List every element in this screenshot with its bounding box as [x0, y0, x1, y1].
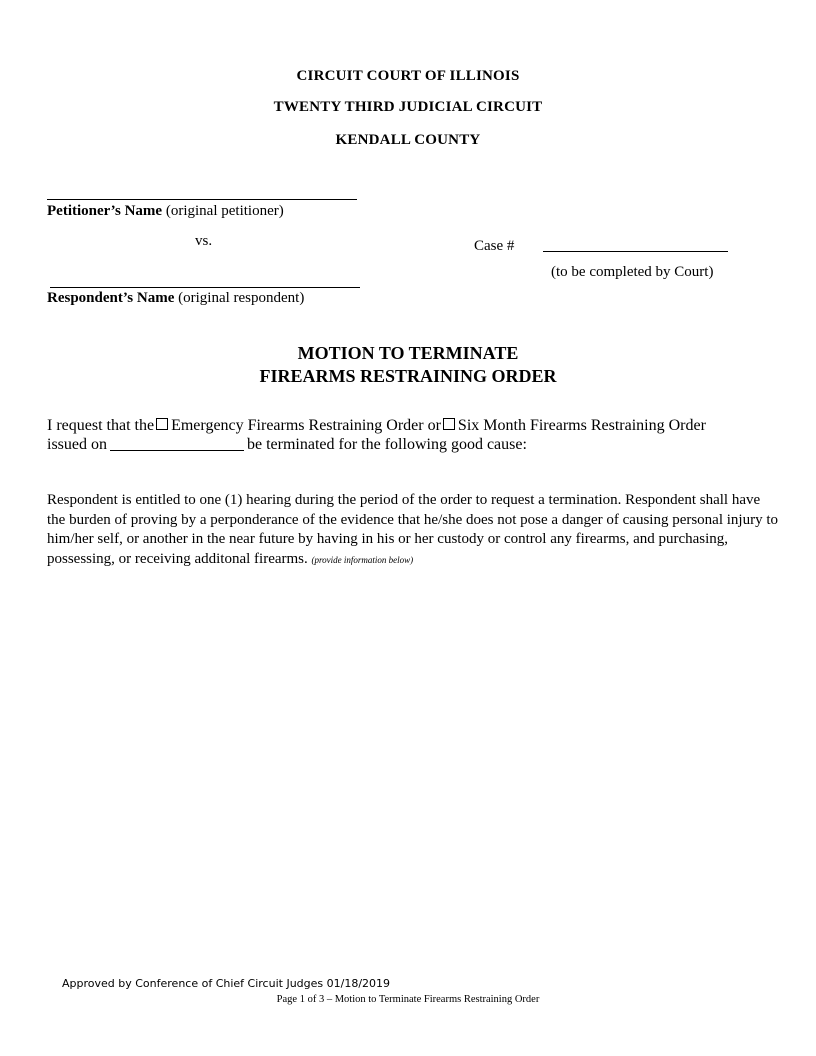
county-name: KENDALL COUNTY	[335, 132, 481, 148]
petitioner-label: Petitioner’s Name (original petitioner)	[47, 203, 284, 219]
emergency-order-checkbox[interactable]	[156, 418, 168, 430]
court-name: CIRCUIT COURT OF ILLINOIS	[296, 68, 520, 84]
case-number-label: Case #	[474, 238, 515, 254]
motion-title-line2: FIREARMS RESTRAINING ORDER	[259, 366, 557, 386]
six-month-order-checkbox[interactable]	[443, 418, 455, 430]
case-number-field[interactable]	[543, 251, 728, 252]
respondent-label: Respondent’s Name (original respondent)	[47, 290, 305, 306]
petitioner-name-field[interactable]	[47, 199, 357, 200]
page-number: Page 1 of 3 – Motion to Terminate Firearms Restraining Order	[276, 994, 540, 1005]
respondent-name-field[interactable]	[50, 287, 360, 288]
versus-text: vs.	[195, 233, 213, 249]
termination-request: I request that the Emergency Firearms Restraining Order or Six Month Firearms Restraining Order issued on be terminated for the following good cause:	[47, 417, 706, 453]
motion-title-line1: MOTION TO TERMINATE	[297, 343, 519, 363]
provide-info-note: (provide information below)	[311, 554, 414, 565]
approval-note: Approved by Conference of Chief Circuit Judges 01/18/2019	[62, 977, 391, 990]
issued-on-date-field[interactable]	[110, 438, 244, 451]
case-number-note: (to be completed by Court)	[551, 264, 714, 280]
burden-of-proof-paragraph: Respondent is entitled to one (1) hearing during the period of the order to request a termination. Respondent shall have the burden of proving by a perponderance of the evidence that he/she does not pose a danger of causing personal injury to him/her self, or another in the near future by having in his or her custody or control any firearms, and purchasing, possessing, or receiving additonal firearms. (provide information below)	[47, 492, 779, 567]
circuit-name: TWENTY THIRD JUDICIAL CIRCUIT	[273, 99, 543, 115]
